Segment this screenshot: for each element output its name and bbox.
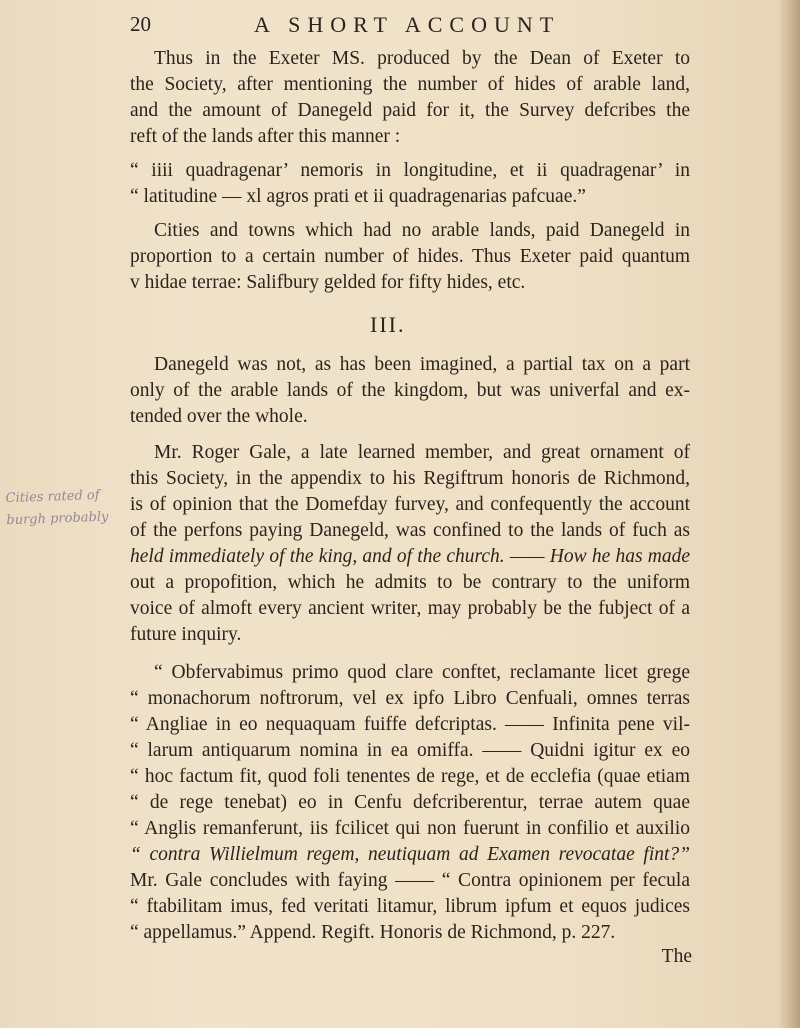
text-line: “ de rege tenebat) eo in Cenfu defcriberentur, terrae autem quae	[130, 792, 690, 813]
text-line: the Society, after mentioning the number of hides of arable land,	[130, 74, 690, 95]
text-line: tended over the whole.	[130, 406, 308, 427]
text-line: “ Anglis remanferunt, iis fcilicet qui non fuerunt in confilio et auxilio	[130, 818, 690, 839]
text-line: Danegeld was not, as has been imagined, a partial tax on a part	[154, 354, 690, 375]
catchword: The	[661, 946, 692, 967]
text-line: held immediately of the king, and of the church. —— How he has made	[130, 546, 690, 567]
page-edge-shadow	[778, 0, 800, 1028]
text-line: out a propofition, which he admits to be contrary to the uniform	[130, 572, 690, 593]
text-line: is of opinion that the Domefday furvey, and confequently the account	[130, 494, 690, 515]
text-line: “ Obfervabimus primo quod clare conftet, reclamante licet grege	[154, 662, 690, 683]
text-line: Mr. Gale concludes with faying —— “ Contra opinionem per fecula	[130, 870, 690, 891]
text-line: Thus in the Exeter MS. produced by the Dean of Exeter to	[154, 48, 690, 69]
text-line: proportion to a certain number of hides. Thus Exeter paid quantum	[130, 246, 690, 267]
text-line: “ monachorum noftrorum, vel ex ipfo Libro Cenfuali, omnes terras	[130, 688, 690, 709]
text-line: reft of the lands after this manner :	[130, 126, 401, 147]
text-line: this Society, in the appendix to his Regiftrum honoris de Richmond,	[130, 468, 690, 489]
handwritten-margin-note: Cities rated of burgh probably	[5, 487, 109, 529]
text-line: “ contra Willielmum regem, neutiquam ad Examen revocatae fint?”	[130, 844, 690, 865]
text-line: and the amount of Danegeld paid for it, the Survey defcribes the	[130, 100, 690, 121]
page-number: 20	[130, 12, 151, 36]
text-line: “ Angliae in eo nequaquam fuiffe defcriptas. —— Infinita pene vil-	[130, 714, 690, 735]
text-line: Cities and towns which had no arable lands, paid Danegeld in	[154, 220, 690, 241]
page-header	[0, 12, 800, 42]
text-line: voice of almoft every ancient writer, may probably be the fubject of a	[130, 598, 690, 619]
text-line: “ hoc factum fit, quod foli tenentes de rege, et de ecclefia (quae etiam	[130, 766, 690, 787]
text-line: “ larum antiquarum nomina in ea omiffa. —— Quidni igitur ex eo	[130, 740, 690, 761]
text-line: “ ftabilitam imus, fed veritati litamur, librum ipfum et equos judices	[130, 896, 690, 917]
text-line: of the perfons paying Danegeld, was confined to the lands of fuch as	[130, 520, 690, 541]
section-number: III.	[370, 312, 406, 337]
text-line: “ latitudine — xl agros prati et ii quadragenarias pafcuae.”	[130, 186, 586, 207]
running-title: A SHORT ACCOUNT	[254, 12, 561, 37]
text-line: only of the arable lands of the kingdom, but was univerfal and ex-	[130, 380, 690, 401]
text-line: v hidae terrae: Salifbury gelded for fifty hides, etc.	[130, 272, 526, 293]
text-line: “ appellamus.” Append. Regift. Honoris de Richmond, p. 227.	[130, 922, 616, 943]
text-line: Mr. Roger Gale, a late learned member, and great ornament of	[154, 442, 690, 463]
text-line: “ iiii quadragenar’ nemoris in longitudine, et ii quadragenar’ in	[130, 160, 690, 181]
text-line: future inquiry.	[130, 624, 242, 645]
